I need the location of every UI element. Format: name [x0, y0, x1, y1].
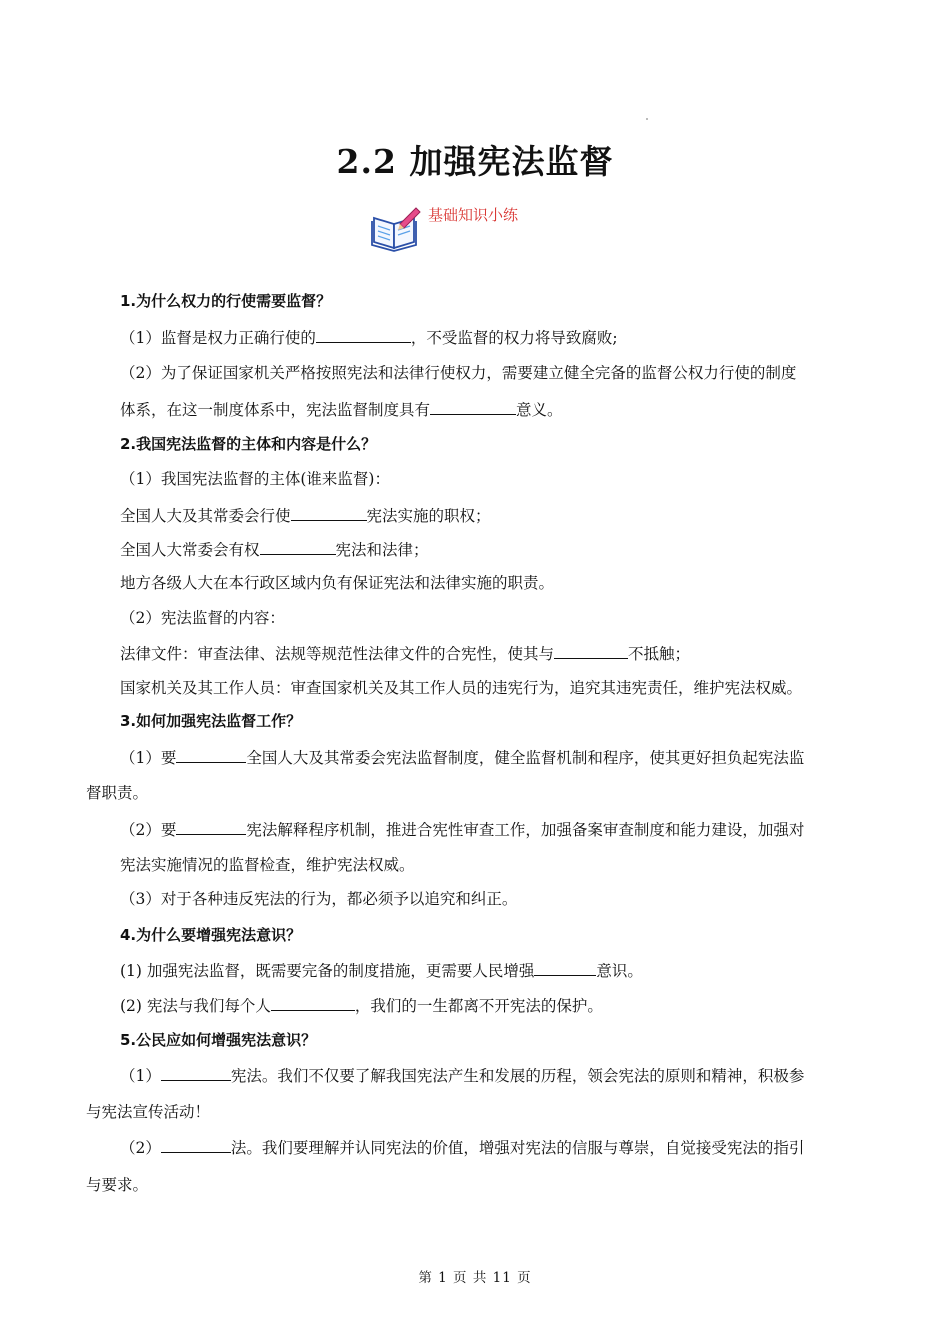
text-line: （3）对于各种违反宪法的行为，都必须予以追究和纠正。: [120, 890, 518, 908]
fill-blank: [291, 504, 367, 521]
fill-blank: [176, 818, 246, 835]
text-line: 宪法实施情况的监督检查，维护宪法权威。: [120, 856, 415, 874]
text-line: （2） 法。我们要理解并认同宪法的价值，增强对宪法的信服与尊崇，自觉接受宪法的指引: [120, 1136, 804, 1159]
text-line: 督职责。: [86, 784, 149, 802]
question-3: 3.如何加强宪法监督工作？: [120, 712, 302, 730]
fill-blank: [161, 1136, 231, 1153]
fill-blank: [260, 538, 336, 555]
text-line: （1） 宪法。我们不仅要了解我国宪法产生和发展的历程，领会宪法的原则和精神，积极参: [120, 1064, 804, 1087]
fill-blank: [271, 994, 355, 1011]
page-footer: 第 1 页 共 11 页: [418, 1270, 532, 1286]
fill-blank: [534, 959, 596, 976]
text-line: （1）要 全国人大及其常委会宪法监督制度，健全监督机制和程序，使其更好担负起宪法监: [120, 746, 804, 769]
text-line: 法律文件：审查法律、法规等规范性法律文件的合宪性，使其与 不抵触；: [120, 642, 690, 665]
fill-blank: [176, 746, 246, 763]
text-line: （1）我国宪法监督的主体(谁来监督)：: [120, 470, 390, 488]
text-line: 全国人大常委会有权 宪法和法律；: [120, 538, 429, 561]
page-title: 2.2 加强宪法监督: [336, 142, 614, 181]
question-2: 2.我国宪法监督的主体和内容是什么？: [120, 435, 377, 453]
stray-dot: [646, 118, 648, 120]
text-line: （2）为了保证国家机关严格按照宪法和法律行使权力，需要建立健全完备的监督公权力行使的制度: [120, 364, 797, 382]
question-5: 5.公民应如何增强宪法意识？: [120, 1031, 317, 1049]
fill-blank: [430, 398, 516, 415]
section-badge: [370, 204, 610, 254]
badge-label: 基础知识小练: [428, 206, 519, 224]
text-line: (1) 加强宪法监督，既需要完备的制度措施，更需要人民增强 意识。: [120, 959, 643, 982]
question-4: 4.为什么要增强宪法意识？: [120, 926, 302, 944]
text-line: 国家机关及其工作人员：审查国家机关及其工作人员的违宪行为，追究其违宪责任，维护宪法权威。: [120, 679, 803, 697]
text-line: （1）监督是权力正确行使的 ，不受监督的权力将导致腐败;: [120, 326, 618, 349]
fill-blank: [161, 1064, 231, 1081]
text-line: 体系，在这一制度体系中，宪法监督制度具有 意义。: [120, 398, 563, 421]
text-line: 与要求。: [86, 1176, 149, 1194]
text-line: （2）要 宪法解释程序机制，推进合宪性审查工作，加强备案审查制度和能力建设，加强对: [120, 818, 804, 841]
text-line: 地方各级人大在本行政区域内负有保证宪法和法律实施的职责。: [120, 574, 555, 592]
text-line: 全国人大及其常委会行使 宪法实施的职权；: [120, 504, 491, 527]
book-pencil-icon: [370, 204, 422, 252]
text-line: (2) 宪法与我们每个人 ，我们的一生都离不开宪法的保护。: [120, 994, 603, 1017]
text-line: 与宪法宣传活动！: [86, 1103, 211, 1121]
fill-blank: [316, 326, 411, 343]
text-line: （2）宪法监督的内容：: [120, 609, 285, 627]
question-1: 1.为什么权力的行使需要监督？: [120, 292, 332, 310]
fill-blank: [554, 642, 628, 659]
